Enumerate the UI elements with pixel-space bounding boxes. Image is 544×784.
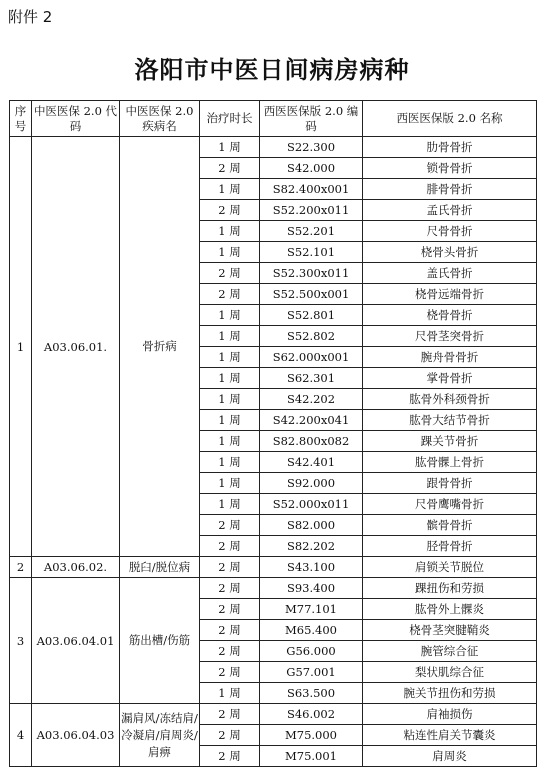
- wm-code-cell: G57.001: [260, 662, 363, 683]
- wm-name-cell: 腕舟骨骨折: [363, 347, 537, 368]
- header-seq: 序号: [10, 101, 32, 137]
- group-seq-cell: 3: [10, 578, 32, 704]
- header-tcm-code: 中医医保 2.0 代码: [32, 101, 120, 137]
- wm-code-cell: S42.401: [260, 452, 363, 473]
- wm-name-cell: 桡骨骨折: [363, 305, 537, 326]
- wm-code-cell: S82.800x082: [260, 431, 363, 452]
- wm-code-cell: M77.101: [260, 599, 363, 620]
- wm-code-cell: S62.301: [260, 368, 363, 389]
- group-seq-cell: 2: [10, 557, 32, 578]
- wm-code-cell: S42.202: [260, 389, 363, 410]
- wm-name-cell: 腕关节扭伤和劳损: [363, 683, 537, 704]
- duration-cell: 2 周: [200, 620, 260, 641]
- duration-cell: 2 周: [200, 578, 260, 599]
- attachment-label: 附件 2: [8, 8, 53, 26]
- wm-code-cell: S52.801: [260, 305, 363, 326]
- wm-code-cell: S52.200x011: [260, 200, 363, 221]
- wm-code-cell: S52.500x001: [260, 284, 363, 305]
- duration-cell: 2 周: [200, 158, 260, 179]
- wm-code-cell: S52.201: [260, 221, 363, 242]
- group-tcm-code-cell: A03.06.04.01: [32, 578, 120, 704]
- wm-code-cell: S92.000: [260, 473, 363, 494]
- wm-name-cell: 肱骨大结节骨折: [363, 410, 537, 431]
- duration-cell: 1 周: [200, 431, 260, 452]
- group-seq-cell: 1: [10, 137, 32, 557]
- group-tcm-name-cell: 骨折病: [120, 137, 200, 557]
- group-tcm-name-cell: 脱臼/脱位病: [120, 557, 200, 578]
- wm-code-cell: M75.001: [260, 746, 363, 767]
- wm-code-cell: S62.000x001: [260, 347, 363, 368]
- wm-code-cell: S63.500: [260, 683, 363, 704]
- duration-cell: 1 周: [200, 242, 260, 263]
- duration-cell: 1 周: [200, 683, 260, 704]
- group-tcm-code-cell: A03.06.01.: [32, 137, 120, 557]
- wm-name-cell: 掌骨骨折: [363, 368, 537, 389]
- duration-cell: 1 周: [200, 368, 260, 389]
- header-duration: 治疗时长: [200, 101, 260, 137]
- table-row: [10, 137, 537, 158]
- group-tcm-name-cell: 漏肩风/冻结肩/冷凝肩/肩周炎/肩痹: [120, 704, 200, 767]
- duration-cell: 1 周: [200, 347, 260, 368]
- document-title: 洛阳市中医日间病房病种: [134, 55, 410, 84]
- wm-code-cell: S42.000: [260, 158, 363, 179]
- wm-code-cell: S52.300x011: [260, 263, 363, 284]
- table-body: [10, 137, 537, 767]
- duration-cell: 1 周: [200, 473, 260, 494]
- wm-name-cell: 尺骨骨折: [363, 221, 537, 242]
- group-tcm-name-cell: 筋出槽/伤筋: [120, 578, 200, 704]
- wm-name-cell: 梨状肌综合征: [363, 662, 537, 683]
- wm-name-cell: 孟氏骨折: [363, 200, 537, 221]
- group-seq-cell: 4: [10, 704, 32, 767]
- duration-cell: 1 周: [200, 326, 260, 347]
- wm-name-cell: 肩袖损伤: [363, 704, 537, 725]
- wm-code-cell: S52.802: [260, 326, 363, 347]
- wm-code-cell: S22.300: [260, 137, 363, 158]
- wm-name-cell: 桡骨远端骨折: [363, 284, 537, 305]
- duration-cell: 2 周: [200, 725, 260, 746]
- wm-name-cell: 跟骨骨折: [363, 473, 537, 494]
- wm-name-cell: 肩锁关节脱位: [363, 557, 537, 578]
- wm-name-cell: 踝关节骨折: [363, 431, 537, 452]
- wm-name-cell: 锁骨骨折: [363, 158, 537, 179]
- header-tcm-name: 中医医保 2.0 疾病名: [120, 101, 200, 137]
- group-tcm-code-cell: A03.06.04.03: [32, 704, 120, 767]
- wm-code-cell: S82.000: [260, 515, 363, 536]
- duration-cell: 2 周: [200, 599, 260, 620]
- wm-name-cell: 肩周炎: [363, 746, 537, 767]
- wm-code-cell: S43.100: [260, 557, 363, 578]
- wm-name-cell: 肱骨外科颈骨折: [363, 389, 537, 410]
- wm-name-cell: 粘连性肩关节囊炎: [363, 725, 537, 746]
- wm-code-cell: M75.000: [260, 725, 363, 746]
- wm-code-cell: S42.200x041: [260, 410, 363, 431]
- wm-name-cell: 髌骨骨折: [363, 515, 537, 536]
- wm-name-cell: 肱骨外上髁炎: [363, 599, 537, 620]
- disease-table: [9, 100, 537, 767]
- duration-cell: 1 周: [200, 494, 260, 515]
- table-header-row: [10, 101, 537, 137]
- wm-name-cell: 盖氏骨折: [363, 263, 537, 284]
- wm-code-cell: G56.000: [260, 641, 363, 662]
- duration-cell: 1 周: [200, 410, 260, 431]
- duration-cell: 1 周: [200, 452, 260, 473]
- wm-name-cell: 肱骨髁上骨折: [363, 452, 537, 473]
- duration-cell: 2 周: [200, 746, 260, 767]
- wm-code-cell: S82.400x001: [260, 179, 363, 200]
- duration-cell: 2 周: [200, 284, 260, 305]
- wm-code-cell: M65.400: [260, 620, 363, 641]
- wm-name-cell: 桡骨茎突腱鞘炎: [363, 620, 537, 641]
- duration-cell: 2 周: [200, 263, 260, 284]
- duration-cell: 1 周: [200, 305, 260, 326]
- wm-code-cell: S93.400: [260, 578, 363, 599]
- wm-name-cell: 尺骨茎突骨折: [363, 326, 537, 347]
- duration-cell: 2 周: [200, 536, 260, 557]
- duration-cell: 1 周: [200, 137, 260, 158]
- wm-name-cell: 肋骨骨折: [363, 137, 537, 158]
- wm-code-cell: S52.000x011: [260, 494, 363, 515]
- wm-name-cell: 尺骨鹰嘴骨折: [363, 494, 537, 515]
- wm-code-cell: S82.202: [260, 536, 363, 557]
- duration-cell: 2 周: [200, 515, 260, 536]
- header-wm-code: 西医医保版 2.0 编码: [260, 101, 363, 137]
- wm-name-cell: 腓骨骨折: [363, 179, 537, 200]
- wm-name-cell: 腕管综合征: [363, 641, 537, 662]
- duration-cell: 1 周: [200, 221, 260, 242]
- duration-cell: 1 周: [200, 179, 260, 200]
- duration-cell: 2 周: [200, 557, 260, 578]
- table-row: [10, 704, 537, 725]
- wm-name-cell: 胫骨骨折: [363, 536, 537, 557]
- duration-cell: 1 周: [200, 389, 260, 410]
- wm-name-cell: 桡骨头骨折: [363, 242, 537, 263]
- duration-cell: 2 周: [200, 200, 260, 221]
- wm-code-cell: S46.002: [260, 704, 363, 725]
- table-row: [10, 557, 537, 578]
- header-wm-name: 西医医保版 2.0 名称: [363, 101, 537, 137]
- table-row: [10, 578, 537, 599]
- group-tcm-code-cell: A03.06.02.: [32, 557, 120, 578]
- duration-cell: 2 周: [200, 641, 260, 662]
- duration-cell: 2 周: [200, 704, 260, 725]
- duration-cell: 2 周: [200, 662, 260, 683]
- wm-code-cell: S52.101: [260, 242, 363, 263]
- wm-name-cell: 踝扭伤和劳损: [363, 578, 537, 599]
